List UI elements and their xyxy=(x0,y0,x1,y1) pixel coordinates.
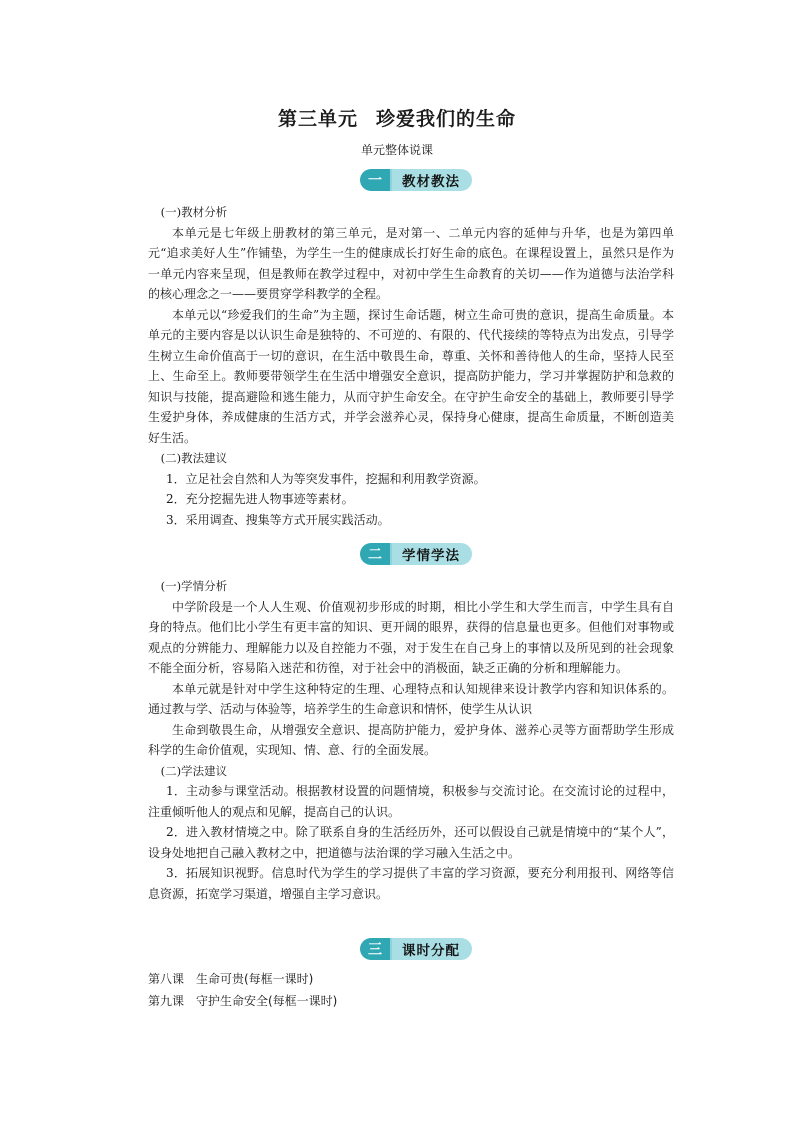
paragraph: 本单元就是针对中学生这种特定的生理、心理特点和认知规律来设计教学内容和知识体系的。通过教与学、活动与体验等，培养学生的生命意识和情怀，使学生从认识 xyxy=(148,681,674,716)
section-banner-2 xyxy=(360,543,472,565)
unit-title: 珍爱我们的生命 xyxy=(376,108,517,130)
list-item: 2．进入教材情境之中。除了联系自身的生活经历外，还可以假设自己就是情境中的“某个人”，设身处地把自己融入教材之中，把道德与法治课的学习融入生活之中。 xyxy=(148,825,674,860)
paragraph: 本单元是七年级上册教材的第三单元，是对第一、二单元内容的延伸与升华，也是为第四单元“追求美好人生”作铺垫，为学生一生的健康成长打好生命的底色。在课程设置上，虽然只是作为一单元内容来呈现，但是教师在教学过程中，对初中学生生命教育的关切——作为道德与法治学科的核心理念之一——要贯穿学科教学的全程。 xyxy=(148,225,674,301)
section-number: 二 xyxy=(360,543,390,565)
section-number: 三 xyxy=(360,938,390,960)
list-item: 2．充分挖掘先进人物事迹等素材。 xyxy=(166,492,354,506)
list-item: 1．主动参与课堂活动。根据教材设置的问题情境，积极参与交流讨论。在交流讨论的过程中，注重倾听他人的观点和见解，提高自己的认识。 xyxy=(148,784,674,819)
section-label: 课时分配 xyxy=(388,938,472,960)
subsection-heading: (一)学情分析 xyxy=(160,579,228,593)
subsection-heading: (二)学法建议 xyxy=(160,763,228,778)
list-item: 3．拓展知识视野。信息时代为学生的学习提供了丰富的学习资源，要充分利用报刊、网络等信息资源，拓宽学习渠道，增强自主学习意识。 xyxy=(148,866,674,901)
paragraph: 本单元以“珍爱我们的生命”为主题，探讨生命话题，树立生命可贵的意识，提高生命质量。本单元的主要内容是以认识生命是独特的、不可逆的、有限的、代代接续的等特点为出发点，引导学生树立生命价值高于一切的意识，在生活中敬畏生命，尊重、关怀和善待他人的生命，坚持人民至上、生命至上。教师要带领学生在生活中增强安全意识，提高防护能力，学习并掌握防护和急救的知识与技能，提高避险和逃生能力，从而守护生命安全。在守护生命安全的基础上，教师要引导学生爱护身体，养成健康的生活方式，并学会滋养心灵，保持身心健康，提高生命质量，不断创造美好生活。 xyxy=(148,307,674,445)
list-item: 3．采用调查、搜集等方式开展实践活动。 xyxy=(166,512,390,527)
paragraph: 中学阶段是一个人人生观、价值观初步形成的时期，相比小学生和大学生而言，中学生具有自身的特点。他们比小学生有更丰富的知识、更开阔的眼界，获得的信息量也更多。但他们对事物或观点的分辨能力、理解能力以及自控能力不强，对于发生在自己身上的事情以及所见到的社会现象不能全面分析，容易陷入迷茫和彷徨，对于社会中的消极面，缺乏正确的分析和理解能力。 xyxy=(148,599,674,675)
unit-number: 第三单元 xyxy=(277,108,358,130)
subsection-heading: (一)教材分析 xyxy=(160,205,228,219)
section-label: 教材教法 xyxy=(388,169,472,191)
section-label: 学情学法 xyxy=(388,543,472,565)
lesson-item: 第八课 生命可贵(每框一课时) xyxy=(148,972,314,986)
paragraph: 生命到敬畏生命，从增强安全意识、提高防护能力，爱护身体、滋养心灵等方面帮助学生形成科学的生命价值观，实现知、情、意、行的全面发展。 xyxy=(148,722,674,757)
section-banner-3 xyxy=(360,938,472,960)
list-item: 1．立足社会自然和人为等突发事件，挖掘和利用教学资源。 xyxy=(166,471,486,486)
subsection-heading: (二)教法建议 xyxy=(160,451,228,465)
page-subtitle: 单元整体说课 xyxy=(360,143,433,157)
section-banner-1 xyxy=(360,169,472,191)
section-number: 一 xyxy=(360,169,390,191)
section-1-content xyxy=(148,202,674,530)
lesson-item: 第九课 守护生命安全(每框一课时) xyxy=(148,994,338,1008)
section-3-content xyxy=(148,968,674,1012)
page-title xyxy=(120,104,674,131)
section-2-content xyxy=(148,576,674,904)
